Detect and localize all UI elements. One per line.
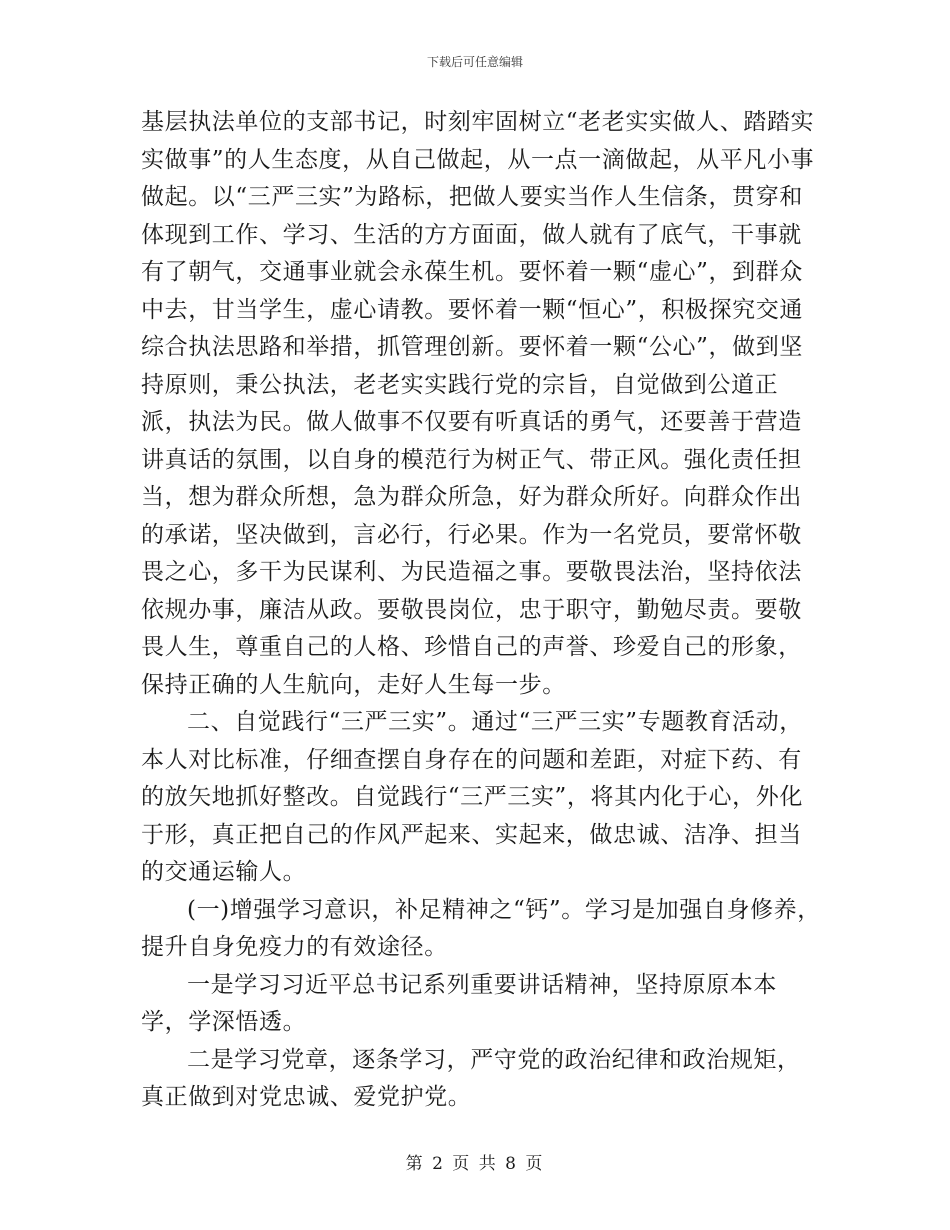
page-header-note: 下载后可任意编辑 xyxy=(426,55,523,69)
paragraph-item-one: 一是学习习近平总书记系列重要讲话精神，坚持原原本本学，学深悟透。 xyxy=(141,971,777,1035)
paragraph-subsection-one: (一)增强学习意识，补足精神之“钙”。学习是加强自身修养，提升自身免疫力的有效途径。 xyxy=(141,896,821,960)
page-number: 第 2 页 共 8 页 xyxy=(405,1154,545,1174)
paragraph-continuation: 基层执法单位的支部书记，时刻牢固树立“老老实实做人、踏踏实实做事”的人生态度，从自己做起，从一点一滴做起，从平凡小事做起。以“三严三实”为路标，把做人要实当作人生信条，贯穿和体现到工作、学习、生活的方方面面，做人就有了底气，干事就有了朝气，交通事业就会永葆生机。要怀着一颗“虚心”，到群众中去，甘当学生，虚心请教。要怀着一颗“恒心”，积极探究交通综合执法思路和举措，抓管理创新。要怀着一颗“公心”，做到坚持原则，秉公执法，老老实实践行党的宗旨，自觉做到公道正派，执法为民。做人做事不仅要有听真话的勇气，还要善于营造讲真话的氛围，以自身的模范行为树正气、带正风。强化责任担当，想为群众所想，急为群众所急，好为群众所好。向群众作出的承诺，坚决做到，言必行，行必果。作为一名党员，要常怀敬畏之心，多干为民谋利、为民造福之事。要敬畏法治，坚持依法依规办事，廉洁从政。要敬畏岗位，忠于职守，勤勉尽责。要敬畏人生，尊重自己的人格、珍惜自己的声誉、珍爱自己的形象，保持正确的人生航向，走好人生每一步。 xyxy=(141,109,815,698)
document-body xyxy=(141,104,821,1117)
paragraph-section-two: 二、自觉践行“三严三实”。通过“三严三实”专题教育活动，本人对比标准，仔细查摆自身存在的问题和差距，对症下药、有的放矢地抓好整改。自觉践行“三严三实”，将其内化于心，外化于形，真正把自己的作风严起来、实起来，做忠诚、洁净、担当的交通运输人。 xyxy=(141,709,803,885)
paragraph-item-two: 二是学习党章，逐条学习，严守党的政治纪律和政治规矩，真正做到对党忠诚、爱党护党。 xyxy=(141,1046,801,1110)
